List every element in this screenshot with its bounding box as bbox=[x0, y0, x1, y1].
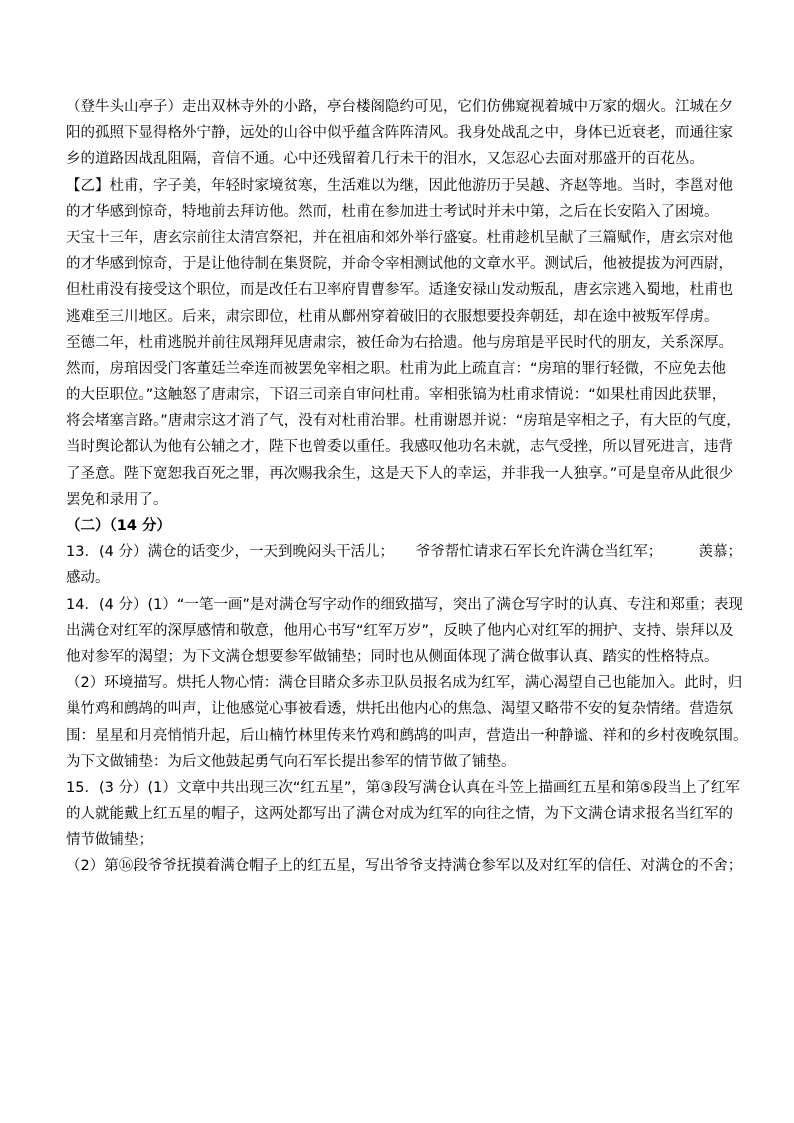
translation-paragraph-yi bbox=[66, 173, 741, 513]
translation-paragraph-poem bbox=[66, 94, 733, 173]
text-line: 但杜甫没有接受这个职位，而是改任右卫率府胄曹参军。适逢安禄山发动叛乱，唐玄宗逃入蜀地，杜甫也 bbox=[66, 282, 733, 299]
text-line: 罢免和录用了。 bbox=[66, 491, 168, 508]
text-line: 【乙】杜甫，字子美，年轻时家境贫寒，生活难以为继，因此他游历于吴越、齐赵等地。当时，李邕对他 bbox=[66, 177, 733, 194]
text-line: 天宝十三年，唐玄宗前往太清宫祭祀，并在祖庙和郊外举行盛宴。杜甫趁机呈献了三篇赋作，唐玄宗对他 bbox=[66, 229, 733, 246]
text-line: 他对参军的渴望；为下文满仓想要参军做铺垫；同时也从侧面体现了满仓做事认真、踏实的性格特点。 bbox=[66, 648, 719, 665]
text-line: （2）环境描写。烘托人物心情：满仓目睹众多赤卫队员报名成为红军，满心渴望自己也能加入。此时，归 bbox=[66, 675, 743, 692]
text-line: 的人就能戴上红五星的帽子，这两处都写出了满仓对成为红军的向往之情，为下文满仓请求报名当红军的 bbox=[66, 806, 733, 823]
text-line: 的大臣职位。”这触怒了唐肃宗，下诏三司亲自审问杜甫。宰相张镐为杜甫求情说：“如果杜甫因此获罪， bbox=[66, 387, 727, 404]
answer-14-part-1 bbox=[66, 592, 743, 671]
answer-15-part-2 bbox=[66, 853, 743, 879]
text-line: 的才华感到惊奇，于是让他待制在集贤院，并命令宰相测试他的文章水平。测试后，他被提拔为河西尉， bbox=[66, 256, 733, 273]
text-line: 当时舆论都认为他有公辅之才，陛下也曾委以重任。我感叹他功名未就，志气受挫，所以冒死进言，违背 bbox=[66, 439, 733, 456]
text-line: 的才华感到惊奇，特地前去拜访他。然而，杜甫在参加进士考试时并未中第，之后在长安陷入了困境。 bbox=[66, 203, 719, 220]
section-heading bbox=[66, 513, 730, 539]
text-line: 阳的孤照下显得格外宁静，远处的山谷中似乎蕴含阵阵清风。我身处战乱之中，身体已近衰老，而通往家 bbox=[66, 125, 733, 142]
text-line: 出满仓对红军的深厚感情和敬意，他用心书写“红军万岁”，反映了他内心对红军的拥护、支持、崇拜以及 bbox=[66, 622, 734, 639]
text-line: 乡的道路因战乱阻隔，音信不通。心中还残留着几行未干的泪水，又怎忍心去面对那盛开的百花丛。 bbox=[66, 151, 704, 168]
text-line: 感动。 bbox=[66, 570, 110, 587]
text-line: 围：星星和月亮悄悄升起，后山楠竹林里传来竹鸡和鹧鸪的叫声，营造出一种静谧、祥和的乡村夜晚氛围。 bbox=[66, 727, 748, 744]
heading-line: （二）（14 分） bbox=[66, 518, 171, 534]
text-line: 至德二年，杜甫逃脱并前往凤翔拜见唐肃宗，被任命为右拾遗。他与房琯是平民时代的朋友，关系深厚。 bbox=[66, 334, 733, 351]
text-line: 13．(4 分）满仓的话变少，一天到晚闷头干活儿； 爷爷帮忙请求石军长允许满仓当红军； 羡慕； bbox=[66, 544, 742, 561]
text-line: （2）第⑯段爷爷抚摸着满仓帽子上的红五星，写出爷爷支持满仓参军以及对红军的信任、对满仓的不舍； bbox=[66, 858, 743, 875]
text-line: 14．(4 分）(1）“一笔一画”是对满仓写字动作的细致描写，突出了满仓写字时的认真、专注和郑重；表现 bbox=[66, 596, 743, 613]
text-line: 情节做铺垫； bbox=[66, 832, 153, 849]
text-line: 15．(3 分）(1）文章中共出现三次“红五星”，第③段写满仓认真在斗笠上描画红五星和第⑤段当上了红军 bbox=[66, 779, 740, 796]
text-line: 巢竹鸡和鹧鸪的叫声，让他感觉心事被看透，烘托出他内心的焦急、渴望又略带不安的复杂情绪。营造氛 bbox=[66, 701, 733, 718]
text-line: （登牛头山亭子）走出双林寺外的小路，亭台楼阁隐约可见，它们仿佛窥视着城中万家的烟火。江城在夕 bbox=[66, 99, 733, 115]
text-line: 了圣意。陛下宽恕我百死之罪，再次赐我余生，这是天下人的幸运，并非我一人独享。”可是皇帝从此很少 bbox=[66, 465, 734, 482]
answer-13 bbox=[66, 539, 742, 591]
text-line: 为下文做铺垫：为后文他鼓起勇气向石军长提出参军的情节做了铺垫。 bbox=[66, 753, 516, 770]
answer-15-part-1 bbox=[66, 775, 740, 854]
text-line: 逃难至三川地区。后来，肃宗即位，杜甫从鄜州穿着破旧的衣服想要投奔朝廷，却在途中被叛军俘虏。 bbox=[66, 308, 719, 325]
answer-14-part-2 bbox=[66, 670, 748, 775]
document-page bbox=[66, 94, 748, 880]
text-line: 然而，房琯因受门客董廷兰牵连而被罢免宰相之职。杜甫为此上疏直言：“房琯的罪行轻微，不应免去他 bbox=[66, 360, 727, 377]
text-line: 将会堵塞言路。”唐肃宗这才消了气，没有对杜甫治罪。杜甫谢恩并说：“房琯是宰相之子，有大臣的气度， bbox=[66, 413, 741, 430]
